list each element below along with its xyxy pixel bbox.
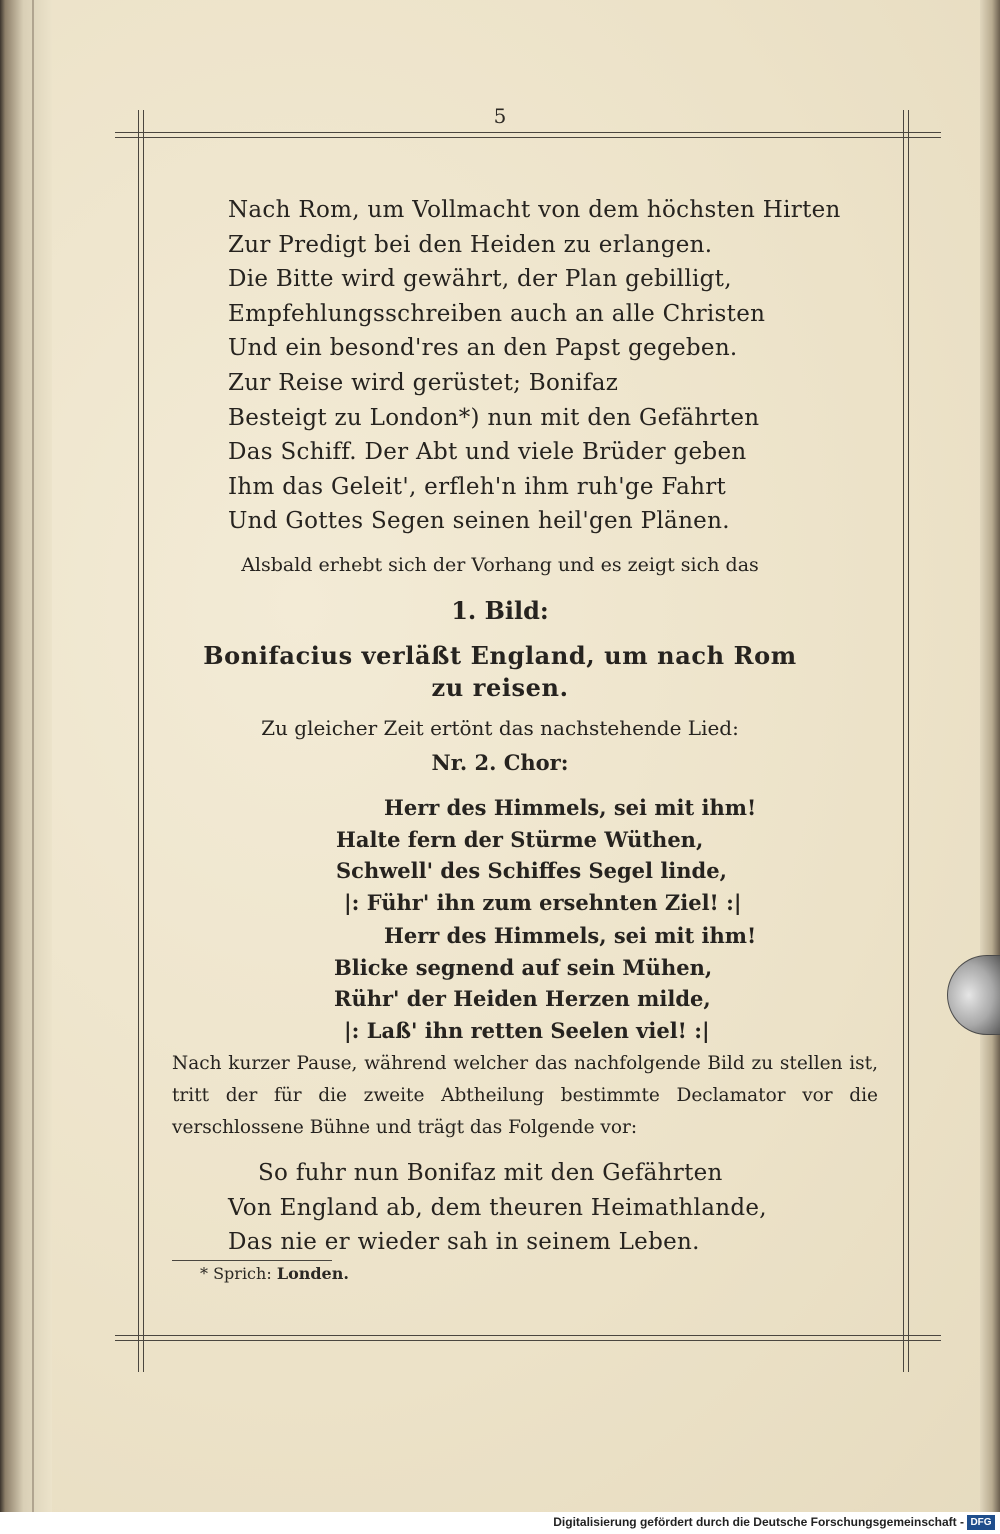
verse-line: Das nie er wieder sah in seinem Leben. [228,1229,700,1255]
verse-line: Besteigt zu London*) nun mit den Gefährten [228,404,760,431]
verse-line: Das Schiff. Der Abt und viele Brüder geben [228,439,747,466]
chorus-stanza-2 [334,920,756,1046]
frame-top-rule-2 [115,137,941,138]
chorus-line: |: Führ' ihn zum ersehnten Ziel! :| [344,889,742,915]
bild-number: 1. Bild: [451,596,549,625]
footnote-prefix: * Sprich: [200,1264,272,1283]
footnote-word: Londen. [276,1264,349,1283]
verse-block-top [228,193,841,539]
frame-left-rule-2 [143,110,144,1372]
footer-credit: Digitalisierung gefördert durch die Deutsche Forschungsgemeinschaft - [553,1515,964,1529]
chorus-line: Herr des Himmels, sei mit ihm! [384,795,757,820]
frame-right-rule-1 [903,110,904,1372]
bild-title-line-2: zu reisen. [431,673,569,702]
frame-bottom-rule-1 [115,1335,941,1336]
chorus-line: Herr des Himmels, sei mit ihm! [384,923,757,948]
chorus-line: Halte fern der Stürme Wüthen, [336,826,704,852]
frame-right-rule-2 [908,110,909,1372]
bild-title-line-1: Bonifacius verläßt England, um nach Rom [203,641,797,670]
dfg-logo: DFG [967,1515,995,1530]
song-number: Nr. 2. Chor: [431,750,569,775]
chorus-line: |: Laß' ihn retten Seelen viel! :| [344,1017,710,1043]
chorus-stanza-1 [336,792,756,918]
footnote [200,1264,349,1283]
stage-direction: Alsbald erhebt sich der Vorhang und es zeigt sich das [241,554,759,576]
verse-line: Und ein besond'res an den Papst gegeben. [228,335,738,362]
page-tab-marker [947,955,1000,1035]
verse-line: Die Bitte wird gewährt, der Plan gebilligt, [228,266,732,293]
verse-line: Zur Reise wird gerüstet; Bonifaz [228,369,619,396]
frame-left-rule-1 [138,110,139,1372]
frame-top-rule-1 [115,132,941,133]
chorus-line: Schwell' des Schiffes Segel linde, [336,858,727,883]
verse-line: Empfehlungsschreiben auch an alle Christen [228,300,766,327]
verse-line: Und Gottes Segen seinen heil'gen Plänen. [228,508,730,535]
frame-bottom-rule-2 [115,1340,941,1341]
verse-line: Nach Rom, um Vollmacht von dem höchsten Hirten [228,197,841,223]
verse-block-bottom [228,1156,767,1260]
page-number: 5 [493,104,507,128]
footnote-rule [172,1260,332,1261]
song-intro: Zu gleicher Zeit ertönt das nachstehende Lied: [261,716,739,740]
chorus-line: Blicke segnend auf sein Mühen, [334,954,713,980]
verse-line: Ihm das Geleit', erfleh'n ihm ruh'ge Fahrt [228,473,727,500]
verse-line: So fuhr nun Bonifaz mit den Gefährten [258,1160,723,1186]
verse-line: Zur Predigt bei den Heiden zu erlangen. [228,231,713,258]
chorus-line: Rühr' der Heiden Herzen milde, [334,986,711,1011]
verse-line: Von England ab, dem theuren Heimathlande, [228,1194,767,1221]
stage-direction-paragraph: Nach kurzer Pause, während welcher das nachfolgende Bild zu stellen ist, tritt der für die zweite Abtheilung bestimmte Declamator vor die verschlossene Bühne und trägt das Folgende vor: [172,1053,878,1138]
footer-bar [0,1512,1000,1534]
